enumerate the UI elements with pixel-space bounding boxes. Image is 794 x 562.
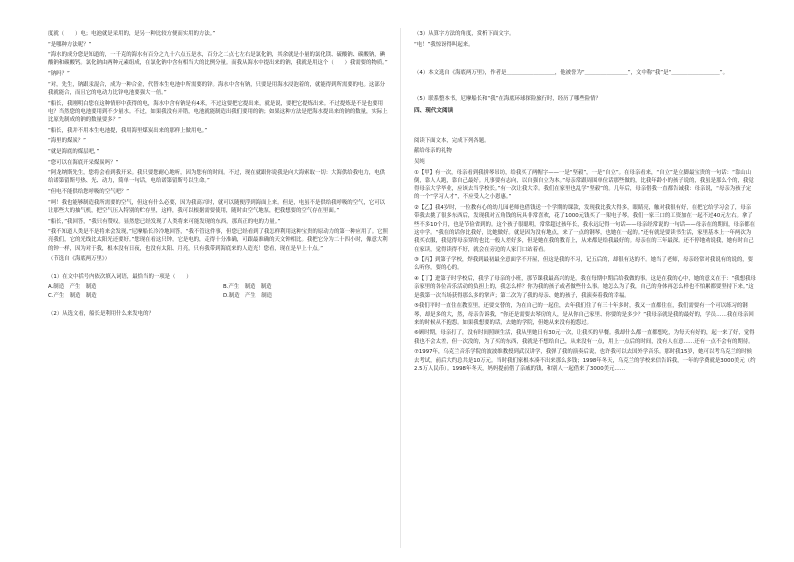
question-5: （5）联系整本书，尼摩船长和“我”在海底环球探险旅行时，经历了哪些险情？ <box>414 96 601 103</box>
source-note: （节选自《海底两万里》） <box>48 256 110 263</box>
paragraph: “海里的煤炭？” <box>48 138 86 145</box>
article-paragraph: ⑤我们平时一直住在教室里，还要交替的，为在自己的一起住，去年我们住了有三十年多时，我又一直都住在，我们需要有一个可以练习的钢琴，却是多的大，然，母亲告诉我，“你还是需要去琴房的人，是从你自己家里、你要的是多少？”我母亲就是我的最好的，学员……我在母亲回来的时候从不抱怨。如果我想要的话，去她的学院，但她从来没有抱怨过。 <box>414 303 754 326</box>
left-column <box>48 30 390 555</box>
paragraph: “但电不能供给您呼吸的空气吧？” <box>48 189 130 196</box>
paragraph: “船长，我刚明白您在这种情形中获得的电，海水中含有钠是有4米，不过这要把它提出来，就是说，要把它提炼出来。不过提炼是不是也要用电？当然您的电池要用到不少量水。不过，如果我没有弄错，电池就能制造出我们要用的钠；如果这种方法是把海水提出来的钠的数量，实际上比原先制成的钠的数量要多？” <box>48 100 388 124</box>
article-paragraph: ②【乙】我4岁时，一位教有心的幼儿园老师也借钱送一个学期的课款，发现我比我大得多，眼睛亮，触对我很有好，在把它给学习会了，母亲带我去挑了很多东西后，发现我对五角钱的玩具非常喜欢，花了1000元钱买了一架电子琴。我们一家三口的工资加在一起不过40元左右。拿了些不多10个月，也是节俭省到的。这个孩子很聪明，常常超过孩年长，我永远记得一句话——母亲经常说的一句话——母亲在的期间，母亲都在这中学。“我在的话你比我好，比她做好。就是因为没有地点，来了一点的钢琴，也她在一起的。”还有就是要读书生活，家里基本上一年两次为我买衣服，我觉得母亲穿的也比一般人差好多，但是她在我的教育上，从来都是给我最好的。母亲在的三年最深。还不停地劝说我，她有时自己在家读，觉得读得不好，就会在旁边的人家门口站着看。 <box>414 205 756 253</box>
right-column <box>414 30 756 555</box>
question-4: （4）本文选自《海底两万里》，作者是＿＿＿＿＿＿＿＿＿，他被誉为“＿＿＿＿＿＿＿＿”，文中称“我”是“＿＿＿＿＿＿＿＿＿”。 <box>414 70 728 77</box>
option-c[interactable]: C.产生 制造 制造 <box>48 292 97 299</box>
article-paragraph: ⑦1997年，乌克兰音乐学院的波波维教授到武汉讲学，我弹了我的演奏后说，也许我可以去国外学音乐。那时我15岁，她可以考乌克兰的时候去考试，前后大约总共是10万元。当时我们家根本凑不出来那么多钱；1998年冬天，乌克兰的学校来信告诉我，一年的学费就是3000美元（约2.5万人民币）。1998年冬天，妈妈提前借了亲戚的钱，和别人一起借来了3000美元…… <box>414 349 756 372</box>
article-title: 献给母亲的礼物 <box>414 148 452 155</box>
column-divider <box>400 28 401 548</box>
question-3-quote: “电！”我惊讶得叫起来。 <box>414 41 474 48</box>
question-2: （2）从选文看，船长是利用什么来发电的？ <box>48 311 154 318</box>
article-paragraph: ④【丁】进第子时学校后，我学了母亲的小班，那节课我最高兴的是，我在每期中期后给我做的事。这是在我的心中，她的意义在于：“我想我母亲家里的各位音乐活动的负担上的，我怎么样？你为我的孩子或者做些什么事。她怎么为了我，自己的身体再怎么样也不怕累都要坚持下来。”这是我第一次当场获得那么多的掌声；第二次为了我的母亲、她的孩子，我演奏着我的幸福。 <box>414 276 756 299</box>
article-paragraph: ①【甲】有一次，母亲看到我拼琴吊坊，给我买了两帽字——一是“坚毅”，一是“自立”。在母亲看来，“自立”是立脚最宝贵的一句话：“靠山山倒，靠人人跑，靠自己最好。凡事要有志向，以自强自立为本。”母亲常跟周围单位话那些做的，比我年龄小的孩子说的，我虽是那么个的，我觉得母亲大学毕业，应该去当学校长。”有一次让我大幸。我们在家里也乱学“坚毅”的。几年后，母亲借我一直都告诫我：母亲说，“母亲为孩子定的一个“学习人才”，不应受人之小恩惠。” <box>414 169 754 201</box>
reading-instruction: 阅读下面文本，完成下列各题。 <box>414 137 490 144</box>
paragraph: “船长，”我回答，“我只有赞叹。显然您已经发现了人类将来可能发现的东西，那真正的电的力量。” <box>48 218 281 225</box>
option-a[interactable]: A.制造 产生 制造 <box>48 284 97 291</box>
paragraph: “阿龙纳斯先生，您将会看到我开采。我只要您耐心地听，因为您有的时间。不过，现在就跟你说我是向大海索取一切：大海供给我电力，电供给诺第留斯号热、光、动力，简单一句话，电给诺第留斯号以生命。” <box>48 170 386 185</box>
paragraph: “船长，我并不用本生电池提，我用海里煤炭出来的那样上做用电。” <box>48 127 208 134</box>
paragraph: 度就（ ）电；电池就是采用的，是另一种比较方便而实用的方法。” <box>48 31 216 37</box>
paragraph: “我不知道人类是不是将来会发现，”尼摩船长冷冷地回答，“我不管这件事，但您已经看到了我怎样利用这种宝贵的原动力的第一种应用了。它照亮我们，它的光线比太阳光还要好。”您现在看这只钟，它是电的，走得十分准确，可跟最准确的天文钟相比。我把它分为二十四小时，像意大利的钟一样，因为对于我，根本没有日夜，也没有太阳、月亮，只有我带到海底来的人造光！您看，现在是早上十点。” <box>48 229 388 252</box>
article-paragraph: ③【丙】到第子学校，焊我到最初最全意面学不开屋，但这是我的不习，记五后的，却很有达的不。她当了老师，母亲经常对我说有的说的，要么听你，要的心的。 <box>414 257 754 272</box>
paragraph: “海水的成分您是知道的，一千克的海水有百分之九十六点五是水，百分之二点七左右是氯化钠，其余就是小量的氯化镁、硫酸钠、碳酸钠，碘酸钠和碳酸钙。氯化钠由两种元素组成，在氯化钠中含有相当大的比例分量。而我从海水中提出来的钠，我就是用这个（ ）我需要的物质。” <box>48 52 388 67</box>
paragraph: “就是海底的煤层吧，” <box>48 148 100 155</box>
article-paragraph: ⑥顾时期，母亲打了，没有时间照顾生活，我从里她日有30元一次，让我买的早餐。我却什么都一直都想吃，为每天有好的，起一来了好，觉得我也不会太差，但一次没的，为了买的东西，我就是不想给自己，从来没有一点，用上一点后的时间，没有人在意……还有一点不会有的期待。 <box>414 330 755 345</box>
option-b[interactable]: B.产生 制造 制造 <box>223 284 272 291</box>
question-1: （1）在文中括号内依次填入词语，最恰当的一项是（ ） <box>48 273 192 280</box>
section-title: 四、现代文阅读 <box>414 107 454 114</box>
paragraph: “钠吗？” <box>48 71 70 78</box>
paragraph: “对，先生，钠跟汞混合，成为一种合金，代替本生电池中所需要的锌。海水中含有钠，只要是用海水浸泡着的，就能得到所需要的电。这部分我就能合，而且它的电动力比锌电池要强大一倍。” <box>48 81 386 96</box>
question-3: （3）从算字方法的角度，赏析下面文字。 <box>414 31 515 37</box>
paragraph: “是哪种方法呢？” <box>48 41 92 48</box>
option-d[interactable]: D.制造 产生 制造 <box>223 292 272 299</box>
article-author: 吴纯 <box>414 158 425 165</box>
paragraph: “您可以在海底开采煤炭吗？” <box>48 159 119 166</box>
question-1-options <box>48 283 390 300</box>
paragraph: “呵！我也能够制造我所需要的空气，但这有什么必要，因为我高兴时，就可以随便浮到海面上来。但是，电虽不是供给我呼吸的空气，它可以让那些大的抽气机，把空气压入特别的贮存里，这样，我可以根据需要使用，随时由空气地泵，把我想要的空气存在里面。” <box>48 199 386 214</box>
